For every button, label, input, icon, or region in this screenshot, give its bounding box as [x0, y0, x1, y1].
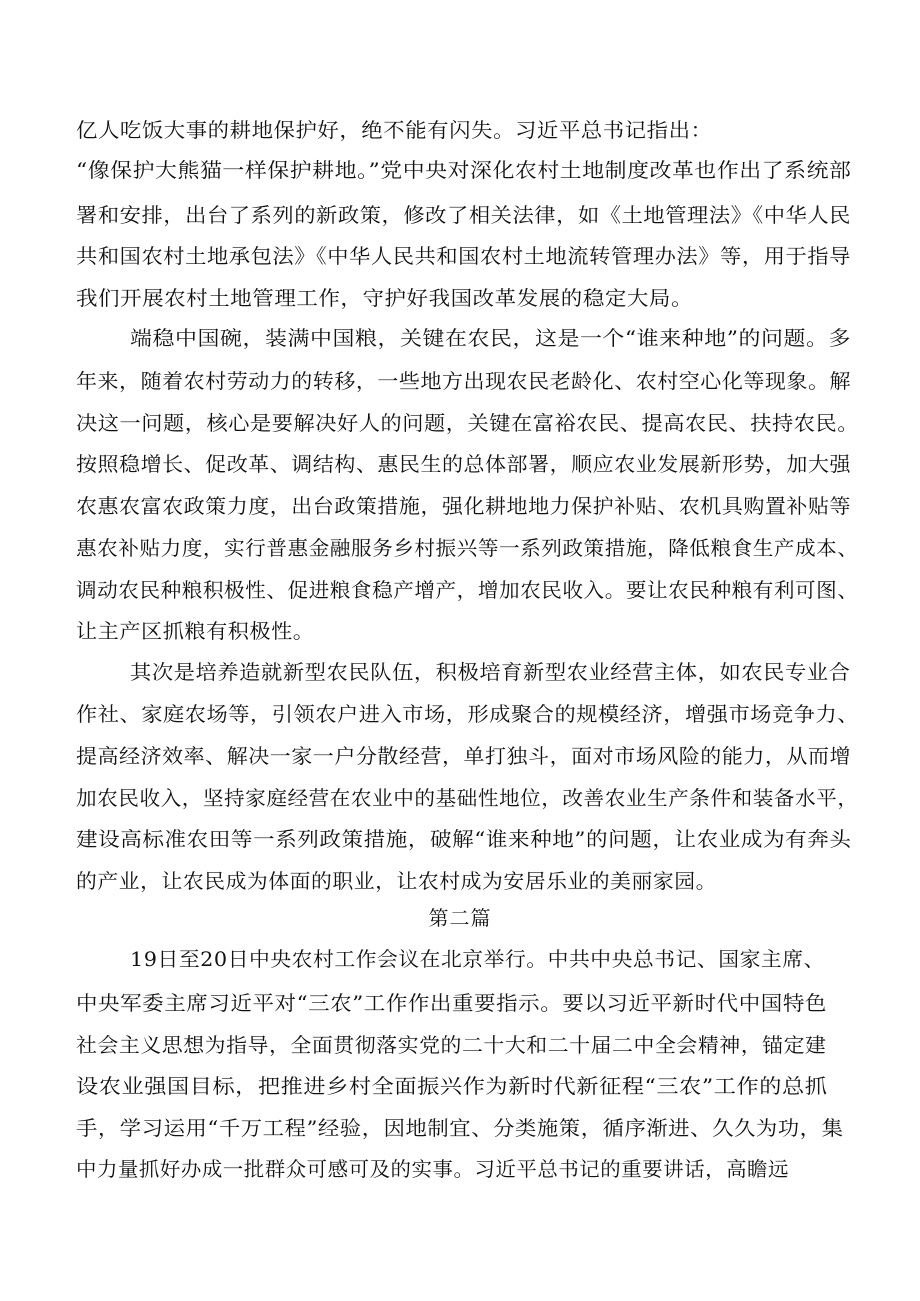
text-line: 作社、家庭农场等，引领农户进入市场，形成聚合的规模经济，增强市场竞争力、: [76, 702, 859, 726]
text-line: 中央军委主席习近平对“三农”工作作出重要指示。要以习近平新时代中国特色: [76, 991, 827, 1015]
text-line: 让主产区抓粮有积极性。: [76, 619, 315, 643]
text-line: 我们开展农村土地管理工作，守护好我国改革发展的稳定大局。: [76, 286, 693, 310]
text-line: 加农民收入，坚持家庭经营在农业中的基础性地位，改善农业生产条件和装备水平，: [76, 786, 859, 810]
text-line: 共和国农村土地承包法》《中华人民共和国农村土地流转管理办法》等，用于指导: [76, 244, 851, 268]
text-line: 端稳中国碗，装满中国粮，关键在农民，这是一个“谁来种地”的问题。多: [130, 326, 851, 350]
text-line: 年来，随着农村劳动力的转移，一些地方出现农民老龄化、农村空心化等现象。解: [76, 369, 851, 393]
text-line: 手，学习运用“千万工程”经验，因地制宜、分类施策，循序渐进、久久为功，集: [76, 1116, 844, 1140]
text-line: 决这一问题，核心是要解决好人的问题，关键在富裕农民、提高农民、扶持农民。: [76, 411, 859, 435]
text-line: 中力量抓好办成一批群众可感可及的实事。习近平总书记的重要讲话，高瞻远: [76, 1157, 789, 1181]
text-line: “像保护大熊猫一样保护耕地。”党中央对深化农村土地制度改革也作出了系统部: [76, 158, 852, 182]
text-line: 提高经济效率、解决一家一户分散经营，单打独斗，面对市场风险的能力，从而增: [76, 744, 851, 768]
text-line: 调动农民种粮积极性、促进粮食稳产增产，增加农民收入。要让农民种粮有利可图、: [76, 578, 859, 602]
text-line: 惠农补贴力度，实行普惠金融服务乡村振兴等一系列政策措施，降低粮食生产成本、: [76, 536, 859, 560]
text-line: 19日至20日中央农村工作会议在北京举行。中共中央总书记、国家主席、: [130, 947, 825, 971]
text-line: 按照稳增长、促改革、调结构、惠民生的总体部署，顺应农业发展新形势，加大强: [76, 452, 851, 476]
text-line: 其次是培养造就新型农民队伍，积极培育新型农业经营主体，如农民专业合: [130, 660, 851, 684]
text-line: 署和安排，出台了系列的新政策，修改了相关法律，如《土地管理法》《中华人民: [76, 203, 851, 227]
text-line: 建设高标准农田等一系列政策措施，破解“谁来种地”的问题，让农业成为有奔头: [76, 827, 852, 851]
text-line: 亿人吃饭大事的耕地保护好，绝不能有闪失。习近平总书记指出：: [76, 118, 713, 142]
text-line: 社会主义思想为指导，全面贯彻落实党的二十大和二十届二中全会精神，锚定建: [76, 1033, 827, 1057]
text-line: 设农业强国目标，把推进乡村全面振兴作为新时代新征程“三农”工作的总抓: [76, 1074, 828, 1098]
text-line: 农惠农富农政策力度，出台政策措施，强化耕地地力保护补贴、农机具购置补贴等: [76, 494, 851, 518]
section-heading: 第二篇: [428, 906, 492, 930]
text-line: 的产业，让农民成为体面的职业，让农村成为安居乐业的美丽家园。: [76, 869, 717, 893]
